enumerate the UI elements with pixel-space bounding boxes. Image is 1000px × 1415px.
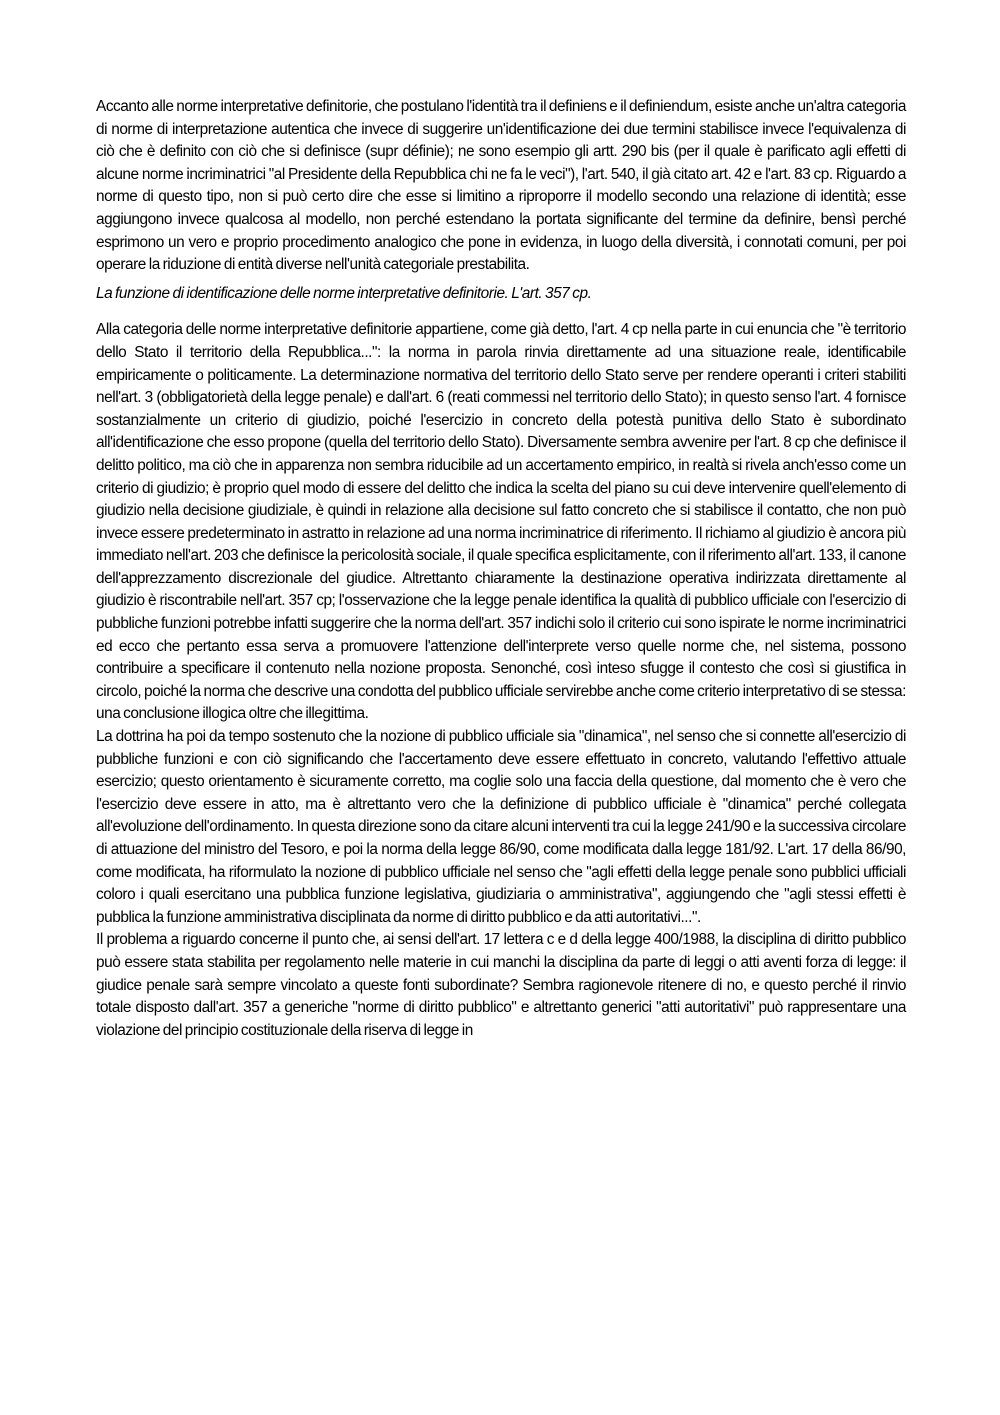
body-text [96, 96, 906, 1042]
paragraph-territory-norm: Alla categoria delle norme interpretative definitorie appartiene, come già detto, l'art. 4 cp nella parte in cui enuncia che "è territorio dello Stato il territorio della Repubblica...": la norma in parola rinvia direttamente ad una situazione reale, identificabile empiricamente o politicamente. La determinazione normativa del territorio dello Stato serve per rendere operanti i criteri stabiliti nell'art. 3 (obbligatorietà della legge penale) e dall'art. 6 (reati commessi nel territorio dello Stato); in questo senso l'art. 4 fornisce sostanzialmente un criterio di giudizio, poiché l'esercizio in concreto della potestà punitiva dello Stato è subordinato all'identificazione che esso propone (quella del territorio dello Stato). Diversamente sembra avvenire per l'art. 8 cp che definisce il delitto politico, ma ciò che in apparenza non sembra riducibile ad un accertamento empirico, in realtà si rivela anch'esso come un criterio di giudizio; è proprio quel modo di essere del delitto che indica la scelta del piano su cui deve intervenire quell'elemento di giudizio nella decisione giudiziale, è quindi in relazione alla decisione sul fatto concreto che si stabilisce il contatto, che non può invece essere predeterminato in astratto in relazione ad una norma incriminatrice di riferimento. Il richiamo al giudizio è ancora più immediato nell'art. 203 che definisce la pericolosità sociale, il quale specifica esplicitamente, con il riferimento all'art. 133, il canone dell'apprezzamento discrezionale del giudice. Altrettanto chiaramente la destinazione operativa indirizzata direttamente al giudizio è riscontrabile nell'art. 357 cp; l'osservazione che la legge penale identifica la qualità di pubblico ufficiale con l'esercizio di pubbliche funzioni potrebbe infatti suggerire che la norma dell'art. 357 indichi solo il criterio cui sono ispirate le norme incriminatrici ed ecco che pertanto essa serva a promuovere l'attenzione dell'interprete verso quelle norme che, nel sistema, possono contribuire a specificare il contenuto nella nozione proposta. Senonché, così inteso sfugge il contesto che così si giustifica in circolo, poiché la norma che descrive una condotta del pubblico ufficiale servirebbe anche come criterio interpretativo di se stessa: una conclusione illogica oltre che illegittima. [96, 321, 906, 723]
paragraph-regulation-problem: Il problema a riguardo concerne il punto che, ai sensi dell'art. 17 lettera c e d della legge 400/1988, la disciplina di diritto pubblico può essere stata stabilita per regolamento nelle materie in cui manchi la disciplina da parte di leggi o atti aventi forza di legge: il giudice penale sarà sempre vincolato a queste fonti subordinate? Sembra ragionevole ritenere di no, e questo perché il rinvio totale disposto dall'art. 357 a generiche "norme di diritto pubblico" e altrettanto generici "atti autoritativi" può rappresentare una violazione del principio costituzionale della riserva di legge in [96, 931, 906, 1039]
paragraph-public-official-dynamic: La dottrina ha poi da tempo sostenuto che la nozione di pubblico ufficiale sia "dinamica", nel senso che si connette all'esercizio di pubbliche funzioni e con ciò significando che l'accertamento deve essere effettuato in concreto, valutando l'effettivo attuale esercizio; questo orientamento è sicuramente corretto, ma coglie solo una faccia della questione, dal momento che è vero che l'esercizio deve essere in atto, ma è altrettanto vero che la definizione di pubblico ufficiale è "dinamica" perché collegata all'evoluzione dell'ordinamento. In questa direzione sono da citare alcuni interventi tra cui la legge 241/90 e la successiva circolare di attuazione del ministro del Tesoro, e poi la norma della legge 86/90, come modificata dalla legge 181/92. L'art. 17 della 86/90, come modificata, ha riformulato la nozione di pubblico ufficiale nel senso che "agli effetti della legge penale sono pubblici ufficiali coloro i quali esercitano una pubblica funzione legislativa, giudiziaria o amministrativa", aggiungendo che "agli stessi effetti è pubblica la funzione amministrativa disciplinata da norme di diritto pubblico e da atti autoritativi...". [96, 728, 906, 926]
section-heading: La funzione di identificazione delle norme interpretative definitorie. L'art. 357 cp. [96, 284, 592, 302]
paragraph-equivalence-norms: Accanto alle norme interpretative definitorie, che postulano l'identità tra il definiens e il definiendum, esiste anche un'altra categoria di norme di interpretazione autentica che invece di suggerire un'identificazione dei due termini stabilisce invece l'equivalenza di ciò che è definito con ciò che si definisce (supr définie); ne sono esempio gli artt. 290 bis (per il quale è parificato agli effetti di alcune norme incriminatrici "al Presidente della Repubblica chi ne fa le veci"), l'art. 540, il già citato art. 42 e l'art. 83 cp. Riguardo a norme di questo tipo, non si può certo dire che esse si limitino a riproporre il modello secondo una relazione di identità; esse aggiungono invece qualcosa al modello, non perché estendano la portata significante del termine da definire, bensì perché esprimono un vero e proprio procedimento analogico che pone in evidenza, in luogo della diversità, i connotati comuni, per poi operare la riduzione di entità diverse nell'unità categoriale prestabilita. [96, 98, 906, 274]
